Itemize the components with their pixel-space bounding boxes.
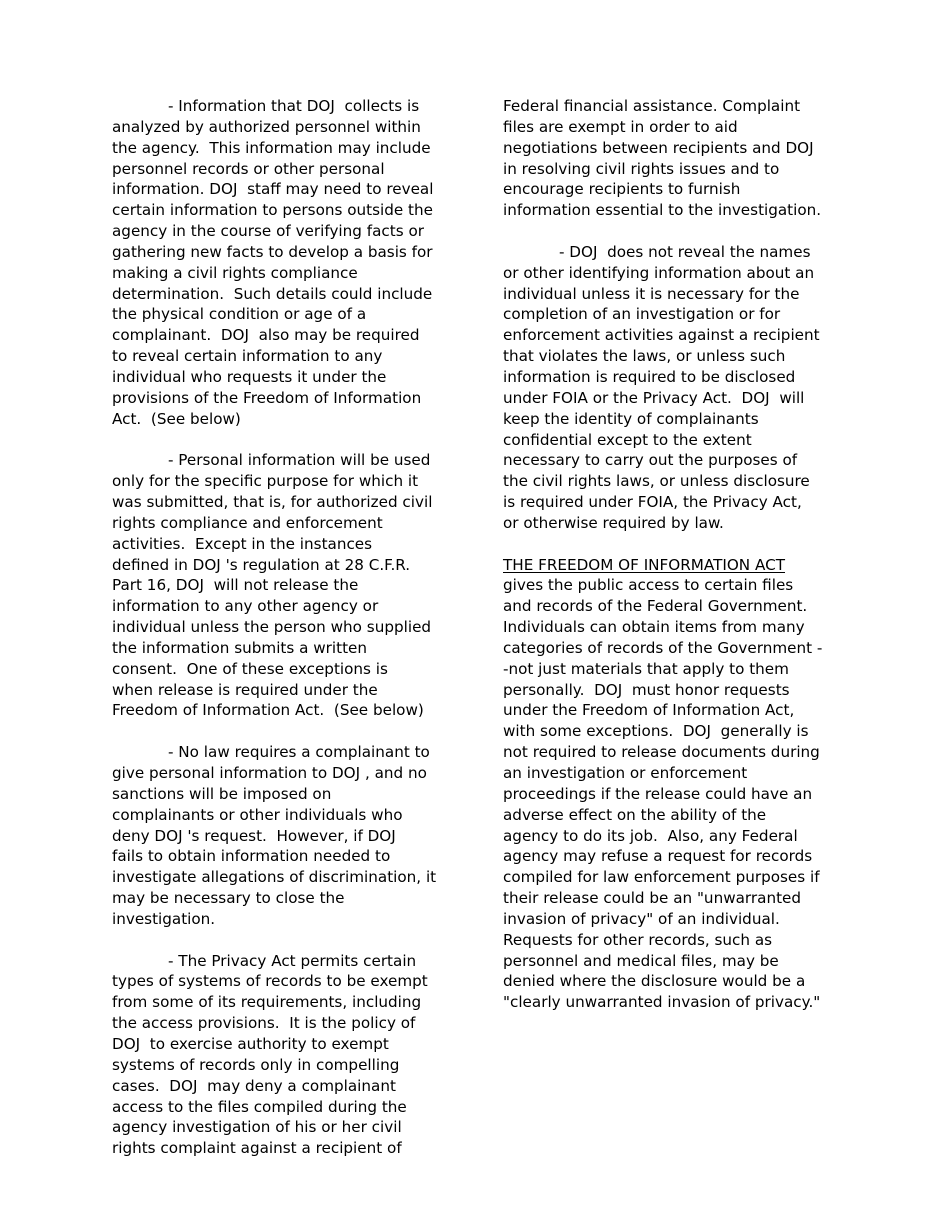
text-line: and records of the Federal Government.: [503, 597, 808, 616]
text-line: their release could be an "unwarranted: [503, 889, 802, 908]
text-line: confidential except to the extent: [503, 430, 752, 449]
text-line: investigation.: [112, 909, 216, 928]
text-line: invasion of privacy" of an individual.: [503, 909, 780, 928]
text-line: may be necessary to close the: [112, 889, 345, 908]
text-line: determination. Such details could include: [112, 284, 433, 303]
text-line: the agency. This information may include: [112, 138, 431, 157]
text-line: analyzed by authorized personnel within: [112, 117, 421, 136]
text-line: files are exempt in order to aid: [503, 117, 738, 136]
text-line: - DOJ does not reveal the names: [559, 242, 811, 261]
text-line: -not just materials that apply to them: [503, 659, 789, 678]
text-line: complainant. DOJ also may be required: [112, 326, 420, 345]
text-line: Federal financial assistance. Complaint: [503, 97, 801, 115]
text-line: personnel and medical files, may be: [503, 951, 779, 970]
text-line: the information submits a written: [112, 638, 368, 657]
text-line: was submitted, that is, for authorized civil: [112, 493, 433, 512]
text-line: give personal information to DOJ , and no: [112, 764, 427, 782]
text-line: information. DOJ staff may need to reveal: [112, 180, 434, 199]
text-line: personnel records or other personal: [112, 159, 385, 178]
text-line: in resolving civil rights issues and to: [503, 159, 780, 178]
text-line: the civil rights laws, or unless disclosure: [503, 472, 810, 491]
text-line: rights complaint against a recipient of: [112, 1139, 402, 1158]
text-line: agency investigation of his or her civil: [112, 1118, 402, 1137]
text-line: rights compliance and enforcement: [112, 513, 383, 532]
text-line: fails to obtain information needed to: [112, 847, 391, 866]
paragraph-gap: [503, 534, 848, 555]
paragraph-foia: [503, 555, 848, 1014]
text-line: agency may refuse a request for records: [503, 847, 813, 866]
text-line: proceedings if the release could have an: [503, 784, 813, 803]
text-line: under FOIA or the Privacy Act. DOJ will: [503, 388, 805, 407]
paragraph-gap: [112, 930, 462, 951]
text-line: the access provisions. It is the policy of: [112, 1014, 416, 1033]
text-line: Requests for other records, such as: [503, 930, 773, 949]
text-line: making a civil rights compliance: [112, 263, 358, 282]
text-line: agency in the course of verifying facts or: [112, 222, 424, 241]
text-line: necessary to carry out the purposes of: [503, 451, 798, 470]
paragraph-doj-information: [112, 96, 462, 430]
text-line: - Personal information will be used: [168, 451, 431, 470]
text-line: Freedom of Information Act. (See below): [112, 701, 424, 720]
text-line: is required under FOIA, the Privacy Act,: [503, 493, 802, 512]
text-line: enforcement activities against a recipient: [503, 326, 820, 345]
text-line: from some of its requirements, including: [112, 993, 422, 1012]
text-line: access to the files compiled during the: [112, 1097, 407, 1116]
text-line: keep the identity of complainants: [503, 409, 759, 428]
text-line: with some exceptions. DOJ generally is: [503, 722, 809, 741]
text-line: only for the specific purpose for which it: [112, 472, 419, 491]
text-line: individual who requests it under the: [112, 367, 387, 386]
text-line: - The Privacy Act permits certain: [168, 951, 417, 970]
text-line: not required to release documents during: [503, 743, 820, 762]
text-line: categories of records of the Government -: [503, 638, 823, 657]
text-line: individual unless the person who supplied: [112, 618, 432, 637]
paragraph-no-law-requires: [112, 742, 462, 930]
paragraph-continuation: [503, 96, 848, 221]
text-line: compiled for law enforcement purposes if: [503, 868, 820, 887]
paragraph-gap: [112, 721, 462, 742]
text-line: information essential to the investigation.: [503, 201, 822, 220]
text-line: complainants or other individuals who: [112, 805, 403, 824]
text-line: sanctions will be imposed on: [112, 784, 332, 803]
text-line: activities. Except in the instances: [112, 534, 373, 553]
text-line: Act. (See below): [112, 409, 241, 428]
paragraph-personal-information: [112, 450, 462, 721]
text-line: Individuals can obtain items from many: [503, 618, 805, 637]
text-line: individual unless it is necessary for the: [503, 284, 800, 303]
text-line: or otherwise required by law.: [503, 513, 724, 532]
text-line: "clearly unwarranted invasion of privacy.": [503, 993, 821, 1012]
text-line: encourage recipients to furnish: [503, 180, 741, 199]
text-line: - No law requires a complainant to: [168, 743, 430, 762]
paragraph-privacy-act: [112, 951, 462, 1159]
paragraph-gap: [503, 221, 848, 242]
text-line: under the Freedom of Information Act,: [503, 701, 795, 720]
foia-heading: THE FREEDOM OF INFORMATION ACT: [503, 555, 785, 574]
text-line: personally. DOJ must honor requests: [503, 680, 790, 699]
text-line: negotiations between recipients and DOJ: [503, 138, 814, 157]
paragraph-gap: [112, 430, 462, 451]
text-line: - Information that DOJ collects is: [168, 97, 420, 115]
text-line: cases. DOJ may deny a complainant: [112, 1076, 396, 1095]
text-line: information is required to be disclosed: [503, 367, 796, 386]
text-line: when release is required under the: [112, 680, 378, 699]
text-line: investigate allegations of discrimination, it: [112, 868, 437, 887]
text-line: agency to do its job. Also, any Federal: [503, 826, 798, 845]
text-line: information to any other agency or: [112, 597, 379, 616]
text-line: an investigation or enforcement: [503, 764, 748, 782]
text-line: gives the public access to certain files: [503, 576, 794, 595]
text-line: types of systems of records to be exempt: [112, 972, 428, 991]
text-line: DOJ to exercise authority to exempt: [112, 1034, 389, 1053]
text-line: adverse effect on the ability of the: [503, 805, 767, 824]
text-line: gathering new facts to develop a basis for: [112, 242, 433, 261]
text-line: denied where the disclosure would be a: [503, 972, 806, 991]
right-column: [503, 96, 848, 1013]
text-line: deny DOJ 's request. However, if DOJ: [112, 826, 396, 845]
text-line: Part 16, DOJ will not release the: [112, 576, 359, 595]
text-line: to reveal certain information to any: [112, 347, 383, 366]
text-line: consent. One of these exceptions is: [112, 659, 388, 678]
text-line: that violates the laws, or unless such: [503, 347, 786, 366]
text-line: defined in DOJ 's regulation at 28 C.F.R.: [112, 555, 411, 574]
text-line: provisions of the Freedom of Information: [112, 388, 422, 407]
text-line: the physical condition or age of a: [112, 305, 367, 324]
paragraph-doj-does-not-reveal: [503, 242, 848, 534]
text-line: or other identifying information about an: [503, 263, 815, 282]
text-line: certain information to persons outside the: [112, 201, 433, 220]
left-column: [112, 96, 462, 1159]
text-line: systems of records only in compelling: [112, 1055, 400, 1074]
text-line: completion of an investigation or for: [503, 305, 781, 324]
